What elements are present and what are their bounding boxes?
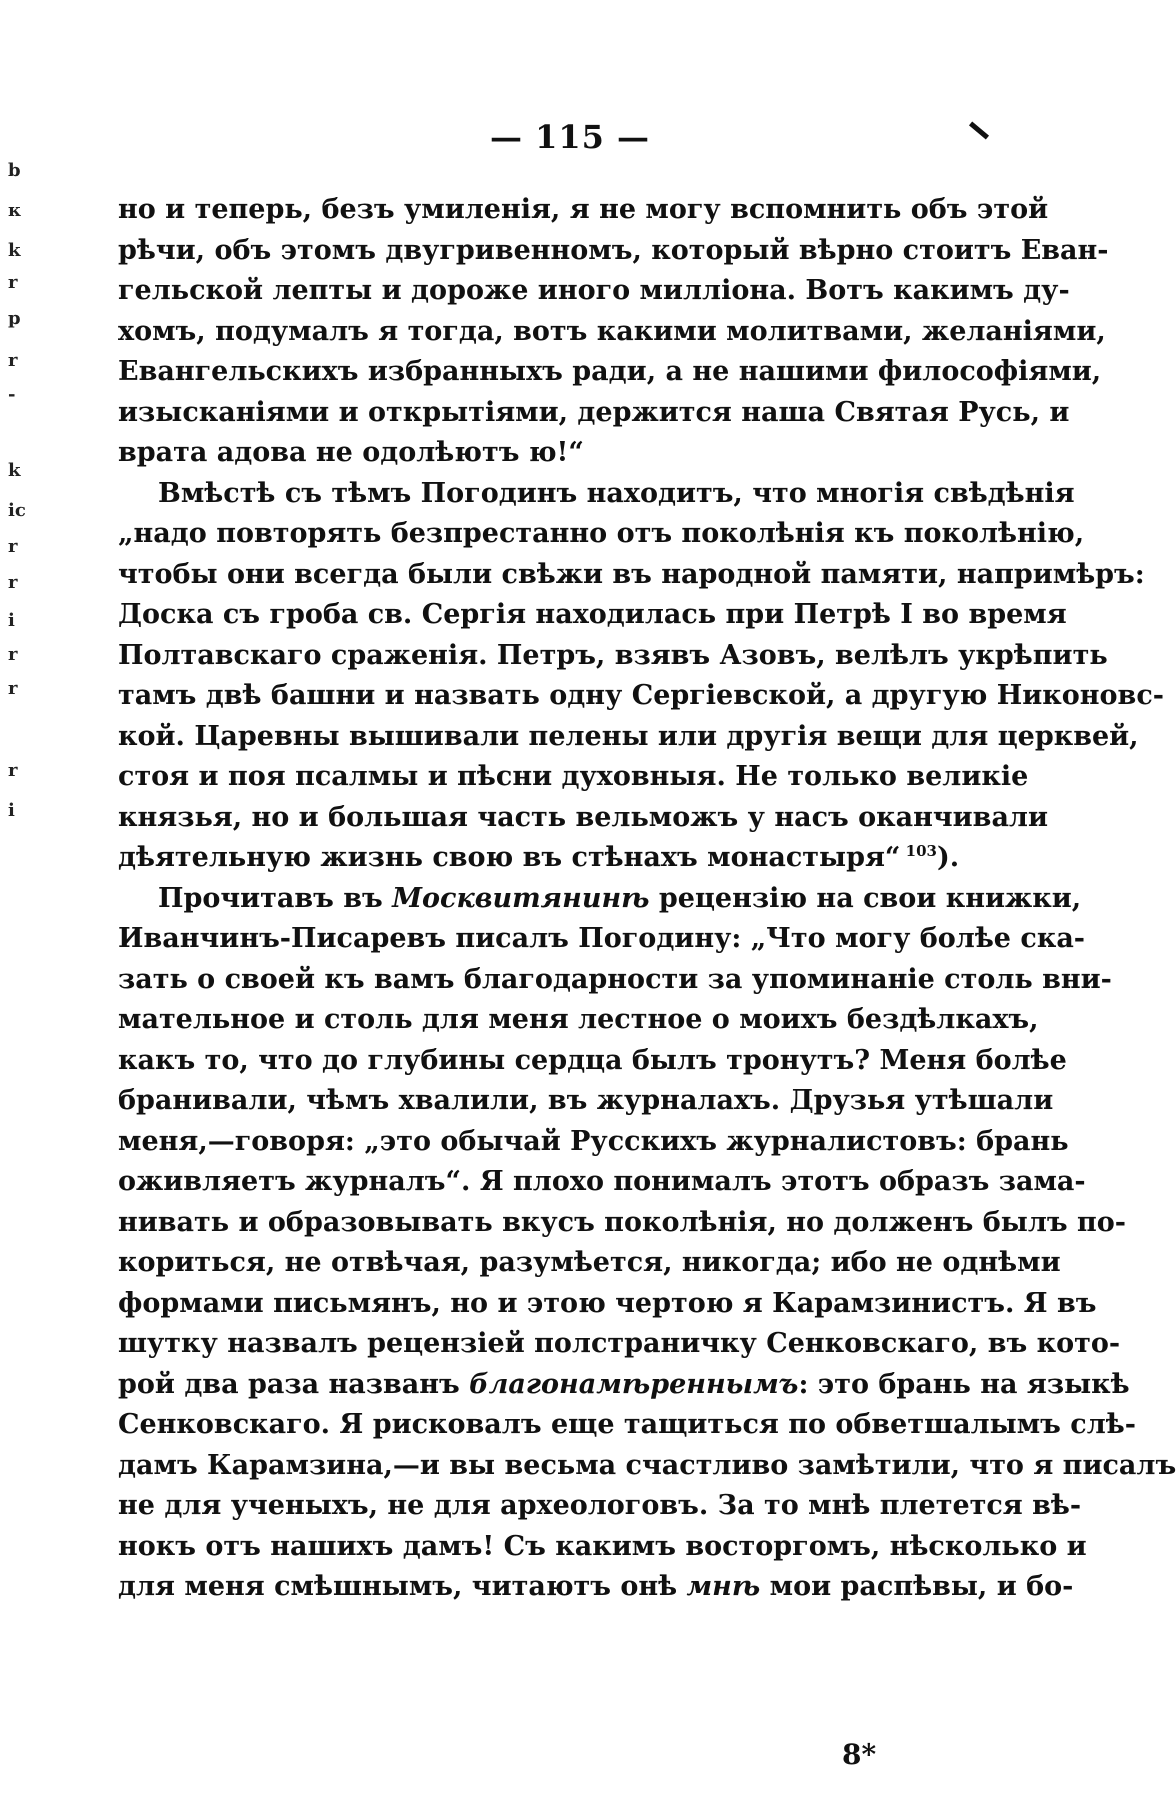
text-segment: князья, но и большая часть вельможъ у насъ оканчивали [118,801,1048,833]
margin-mark: b [8,160,21,181]
margin-mark: p [8,308,21,329]
text-line [118,636,1108,677]
italic-title: Москвитянинѣ [392,882,650,914]
text-line [118,676,1164,717]
text-segment: рѣчи, объ этомъ двугривенномъ, который вѣрно стоитъ Еван- [118,234,1109,266]
text-segment: гельской лепты и дороже иного милліона. Вотъ какимъ ду- [118,275,1070,306]
text-segment: рецензію на свои книжки, [649,882,1082,914]
margin-mark: i [8,610,15,631]
footnote-reference: 103 [900,842,937,860]
text-segment: дамъ Карамзина,—и вы весьма счастливо замѣтили, что я писалъ [118,1449,1176,1481]
signature-mark: 8* [842,1738,877,1771]
text-segment: рой два раза названъ [118,1368,470,1400]
margin-mark: r [8,536,18,557]
body-text [118,190,1176,1608]
text-line [118,919,1086,960]
margin-mark: r [8,572,18,593]
text-line [118,1446,1176,1487]
text-line [118,1365,1130,1406]
text-line [118,1203,1126,1244]
text-segment: чтобы они всегда были свѣжи въ народной памяти, напримѣръ: [118,558,1145,590]
text-segment: ). [936,842,960,873]
text-line [118,1486,1082,1527]
text-segment: Полтавскаго сраженія. Петръ, взявъ Азовъ, велѣлъ укрѣпить [118,639,1108,671]
text-line [118,838,958,879]
margin-mark: r [8,272,18,293]
text-segment: Вмѣстѣ съ тѣмъ Погодинъ находитъ, что многія свѣдѣнія [158,477,1075,509]
text-line [118,393,1070,434]
page-number: — 115 — [489,118,651,156]
text-segment: меня,—говоря: „это обычай Русскихъ журналистовъ: брань [118,1125,1069,1157]
text-segment: бранивали, чѣмъ хвалили, въ журналахъ. Друзья утѣшали [118,1085,1054,1116]
margin-mark: - [8,384,16,405]
text-line [118,271,1070,312]
margin-mark: r [8,350,18,371]
text-line [118,474,1075,515]
text-segment: мои распѣвы, и бо- [760,1571,1074,1602]
text-segment: „надо повторять безпрестанно отъ поколѣнія къ поколѣнію, [118,518,1085,549]
text-segment: врата адова не одолѣютъ ю!“ [118,437,584,468]
text-line [118,190,1049,231]
text-segment: кориться, не отвѣчая, разумѣется, никогда; ибо не однѣми [118,1247,1061,1278]
text-line [118,595,1067,636]
text-line [118,1041,1067,1082]
margin-mark: k [8,460,21,481]
text-segment: но и теперь, безъ умиленія, я не могу вспомнить объ этой [118,194,1049,225]
text-segment: хомъ, подумалъ я тогда, вотъ какими молитвами, желаніями, [118,315,1106,347]
text-line [118,231,1109,272]
text-segment: : это брань на языкѣ [798,1368,1130,1400]
text-segment: Иванчинъ-Писаревъ писалъ Погодину: „Что могу болѣе ска- [118,923,1086,954]
text-segment: какъ то, что до глубины сердца былъ тронутъ? Меня болѣе [118,1044,1067,1076]
text-line [118,433,958,474]
text-line [118,757,1029,798]
text-line [118,1243,1061,1284]
text-segment: для меня смѣшнымъ, читаютъ онѣ [118,1571,687,1602]
margin-mark: r [8,678,18,699]
text-line [118,1162,1086,1203]
text-line [118,798,1048,839]
text-line [118,555,1145,596]
text-line [118,1405,1136,1446]
margin-mark: r [8,760,18,781]
margin-mark: ic [8,500,26,521]
text-segment: нивать и образовывать вкусъ поколѣнія, но долженъ былъ по- [118,1206,1126,1238]
text-segment: шутку назвалъ рецензіей полстраничку Сенковскаго, въ кото- [118,1328,1121,1359]
text-segment: формами письмянъ, но и этою чертою я Карамзинистъ. Я въ [118,1287,1097,1319]
margin-mark: к [8,200,21,221]
italic-title: благонамѣреннымъ [469,1368,799,1400]
text-segment: Евангельскихъ избранныхъ ради, а не нашими философіями, [118,356,1102,387]
text-segment: Доска съ гроба св. Сергія находилась при Петрѣ I во время [118,599,1067,630]
text-line [118,1567,1074,1608]
text-segment: не для ученыхъ, не для археологовъ. За то мнѣ плетется вѣ- [118,1490,1082,1521]
text-segment: мательное и столь для меня лестное о моихъ бездѣлкахъ, [118,1004,1039,1035]
text-line [118,1527,1087,1568]
text-segment: Сенковскаго. Я рисковалъ еще тащиться по обветшалымъ слѣ- [118,1409,1136,1440]
margin-bleed-through [8,160,38,1060]
text-line [118,717,1139,758]
italic-title: мнѣ [686,1571,761,1602]
text-segment: оживляетъ журналъ“. Я плохо понималъ этотъ образъ зама- [118,1166,1086,1197]
text-segment: нокъ отъ нашихъ дамъ! Съ какимъ восторгомъ, нѣсколько и [118,1530,1087,1562]
text-segment: кой. Царевны вышивали пелены или другія вещи для церквей, [118,720,1139,752]
text-line [118,514,1085,555]
margin-mark: r [8,644,18,665]
text-line [118,312,1106,353]
text-segment: зать о своей къ вамъ благодарности за упоминаніе столь вни- [118,963,1112,995]
text-segment: Прочитавъ въ [158,882,393,914]
text-line [118,1081,1054,1122]
text-line [118,1284,1097,1325]
text-line [118,1122,1069,1163]
text-line [118,960,1112,1001]
text-line [118,879,1082,920]
text-segment: изысканіями и открытіями, держится наша Святая Русь, и [118,396,1070,428]
margin-mark: i [8,800,15,821]
text-segment: тамъ двѣ башни и назвать одну Сергіевской, а другую Никоновс- [118,680,1164,711]
text-segment: стоя и поя псалмы и пѣсни духовныя. Не только великіе [118,761,1029,792]
text-line [118,352,1102,393]
text-line [118,1000,1039,1041]
text-line [118,1324,1121,1365]
margin-mark: k [8,240,21,261]
text-segment: дѣятельную жизнь свою въ стѣнахъ монастыря“ [118,842,901,873]
